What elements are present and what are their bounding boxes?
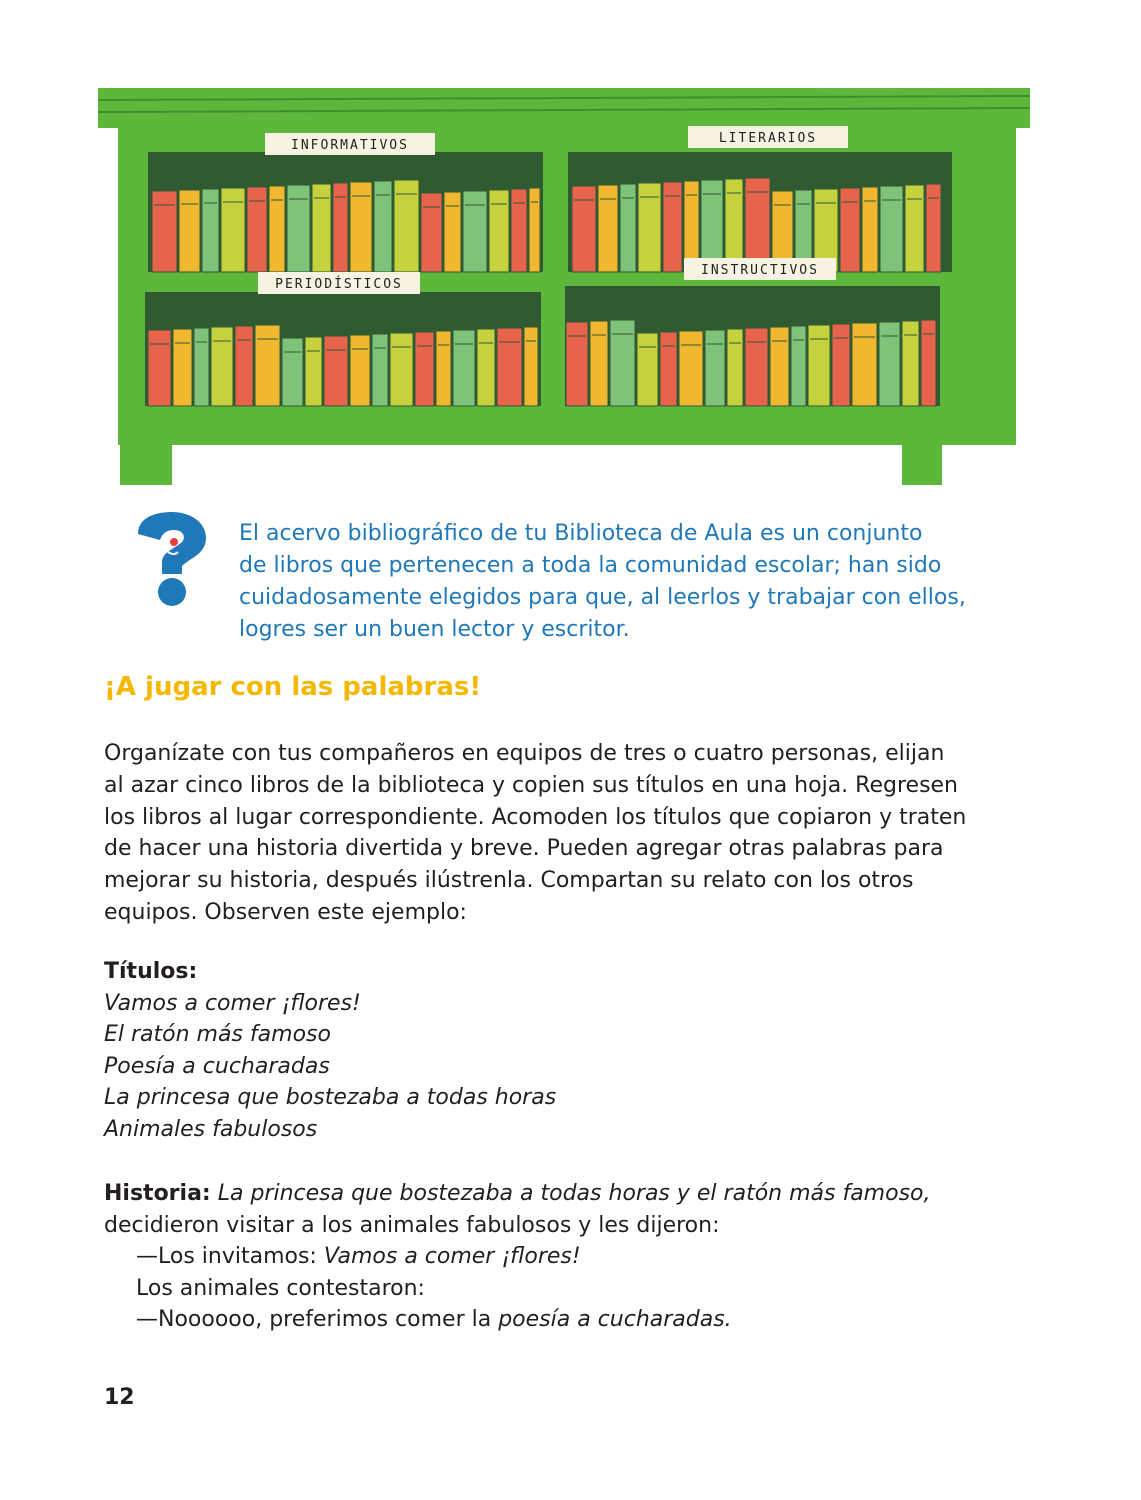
book-spine [745, 328, 768, 406]
book-spine [463, 191, 487, 272]
story-block [104, 1178, 984, 1336]
story-label: Historia: [104, 1181, 211, 1206]
label-periodisticos: PERIODÍSTICOS [275, 277, 403, 292]
book-spine [211, 327, 233, 406]
book-spine [808, 325, 830, 406]
book-spine [152, 191, 177, 272]
page-number: 12 [104, 1385, 135, 1410]
book-spine [620, 184, 636, 272]
book-spine [390, 333, 413, 406]
book-spine [840, 188, 860, 272]
book-spine [312, 184, 331, 272]
book-spine [247, 187, 267, 272]
shelf-leg-left [120, 430, 172, 485]
book-spine [436, 331, 451, 406]
book-spine [511, 189, 527, 272]
book-spine [350, 335, 370, 406]
bookshelf-illustration [90, 60, 1040, 490]
book-spine [235, 326, 253, 406]
title-item: Animales fabulosos [104, 1116, 318, 1142]
section-title: ¡A jugar con las palabras! [104, 672, 482, 702]
instructions-line: los libros al lugar correspondiente. Acomoden los títulos que copiaron y traten [104, 804, 967, 830]
book-spine [679, 331, 703, 406]
book-spine [453, 330, 475, 406]
title-item: La princesa que bostezaba a todas horas [104, 1085, 557, 1110]
story-dialogue: —Los invitamos: [136, 1244, 324, 1269]
info-line: cuidadosamente elegidos para que, al leerlos y trabajar con ellos, [239, 585, 966, 610]
book-spine [287, 185, 310, 272]
book-spine [489, 190, 509, 272]
book-spine [305, 337, 322, 406]
info-line: logres ser un buen lector y escritor. [239, 617, 630, 642]
book-spine [590, 321, 608, 406]
instructions-paragraph [104, 738, 967, 929]
book-spine [269, 186, 285, 272]
book-spine [202, 189, 219, 272]
book-spine [921, 320, 936, 406]
book-spine [852, 323, 877, 406]
story-italic: poesía a cucharadas. [498, 1307, 732, 1332]
book-spine [862, 187, 878, 272]
book-spine [727, 329, 743, 406]
book-spine [880, 186, 903, 272]
info-paragraph [239, 518, 969, 646]
book-spine [832, 324, 850, 406]
book-spine [926, 184, 941, 272]
title-item: Poesía a cucharadas [104, 1053, 330, 1079]
book-spine [255, 325, 280, 406]
story-italic: La princesa que bostezaba a todas horas y el ratón más famoso, [217, 1181, 931, 1206]
book-spine [415, 332, 434, 406]
story-line-1 [104, 1178, 984, 1210]
book-spine [705, 330, 725, 406]
label-instructivos: INSTRUCTIVOS [701, 263, 819, 278]
book-spine [497, 328, 522, 406]
book-spine [902, 321, 919, 406]
book-spine [598, 185, 618, 272]
book-spine [421, 193, 442, 272]
book-spine [477, 329, 495, 406]
book-spine [179, 190, 200, 272]
story-line-4: Los animales contestaron: [136, 1275, 425, 1301]
book-spine [372, 334, 388, 406]
book-spine [638, 183, 661, 272]
story-line-2: decidieron visitar a los animales fabulosos y les dijeron: [104, 1212, 720, 1238]
instructions-line: mejorar su historia, después ilústrenla. Compartan su relato con los otros [104, 868, 914, 894]
book-spine [770, 327, 789, 406]
book-spine [444, 192, 461, 272]
book-spine [610, 320, 635, 406]
story-line-5 [104, 1304, 984, 1336]
book-spine [637, 333, 658, 406]
shelf-leg-right [902, 430, 942, 485]
instructions-line: al azar cinco libros de la biblioteca y copien sus títulos en una hoja. Regresen [104, 772, 959, 798]
label-literarios: LITERARIOS [718, 131, 818, 146]
book-spine [791, 326, 806, 406]
book-spine [660, 332, 677, 406]
book-spine [173, 329, 192, 406]
story-dialogue: —Noooooo, preferimos comer la [136, 1307, 499, 1332]
book-spine [194, 328, 209, 406]
book-spine [221, 188, 245, 272]
titles-list [104, 956, 556, 1145]
story-line-3 [104, 1241, 984, 1273]
instructions-line: equipos. Observen este ejemplo: [104, 899, 467, 925]
book-spine [879, 322, 900, 406]
book-spine [566, 322, 588, 406]
book-spine [529, 188, 540, 272]
story-italic: Vamos a comer ¡flores! [323, 1244, 581, 1269]
book-spine [282, 338, 303, 406]
title-item: El ratón más famoso [104, 1022, 331, 1047]
book-spine [324, 336, 348, 406]
title-item: Vamos a comer ¡flores! [104, 990, 361, 1016]
book-spine [333, 183, 348, 272]
info-line: de libros que pertenecen a toda la comunidad escolar; han sido [239, 553, 942, 578]
book-spine [524, 327, 538, 406]
book-spine [905, 185, 924, 272]
instructions-line: Organízate con tus compañeros en equipos de tres o cuatro personas, elijan [104, 741, 945, 766]
titles-heading: Títulos: [104, 959, 198, 984]
book-spine [148, 330, 171, 406]
book-spine [572, 186, 596, 272]
question-mark-icon [128, 508, 212, 608]
instructions-line: de hacer una historia divertida y breve. Pueden agregar otras palabras para [104, 836, 944, 862]
label-informativos: INFORMATIVOS [291, 138, 409, 153]
info-line: El acervo bibliográfico de tu Biblioteca de Aula es un conjunto [239, 521, 923, 546]
